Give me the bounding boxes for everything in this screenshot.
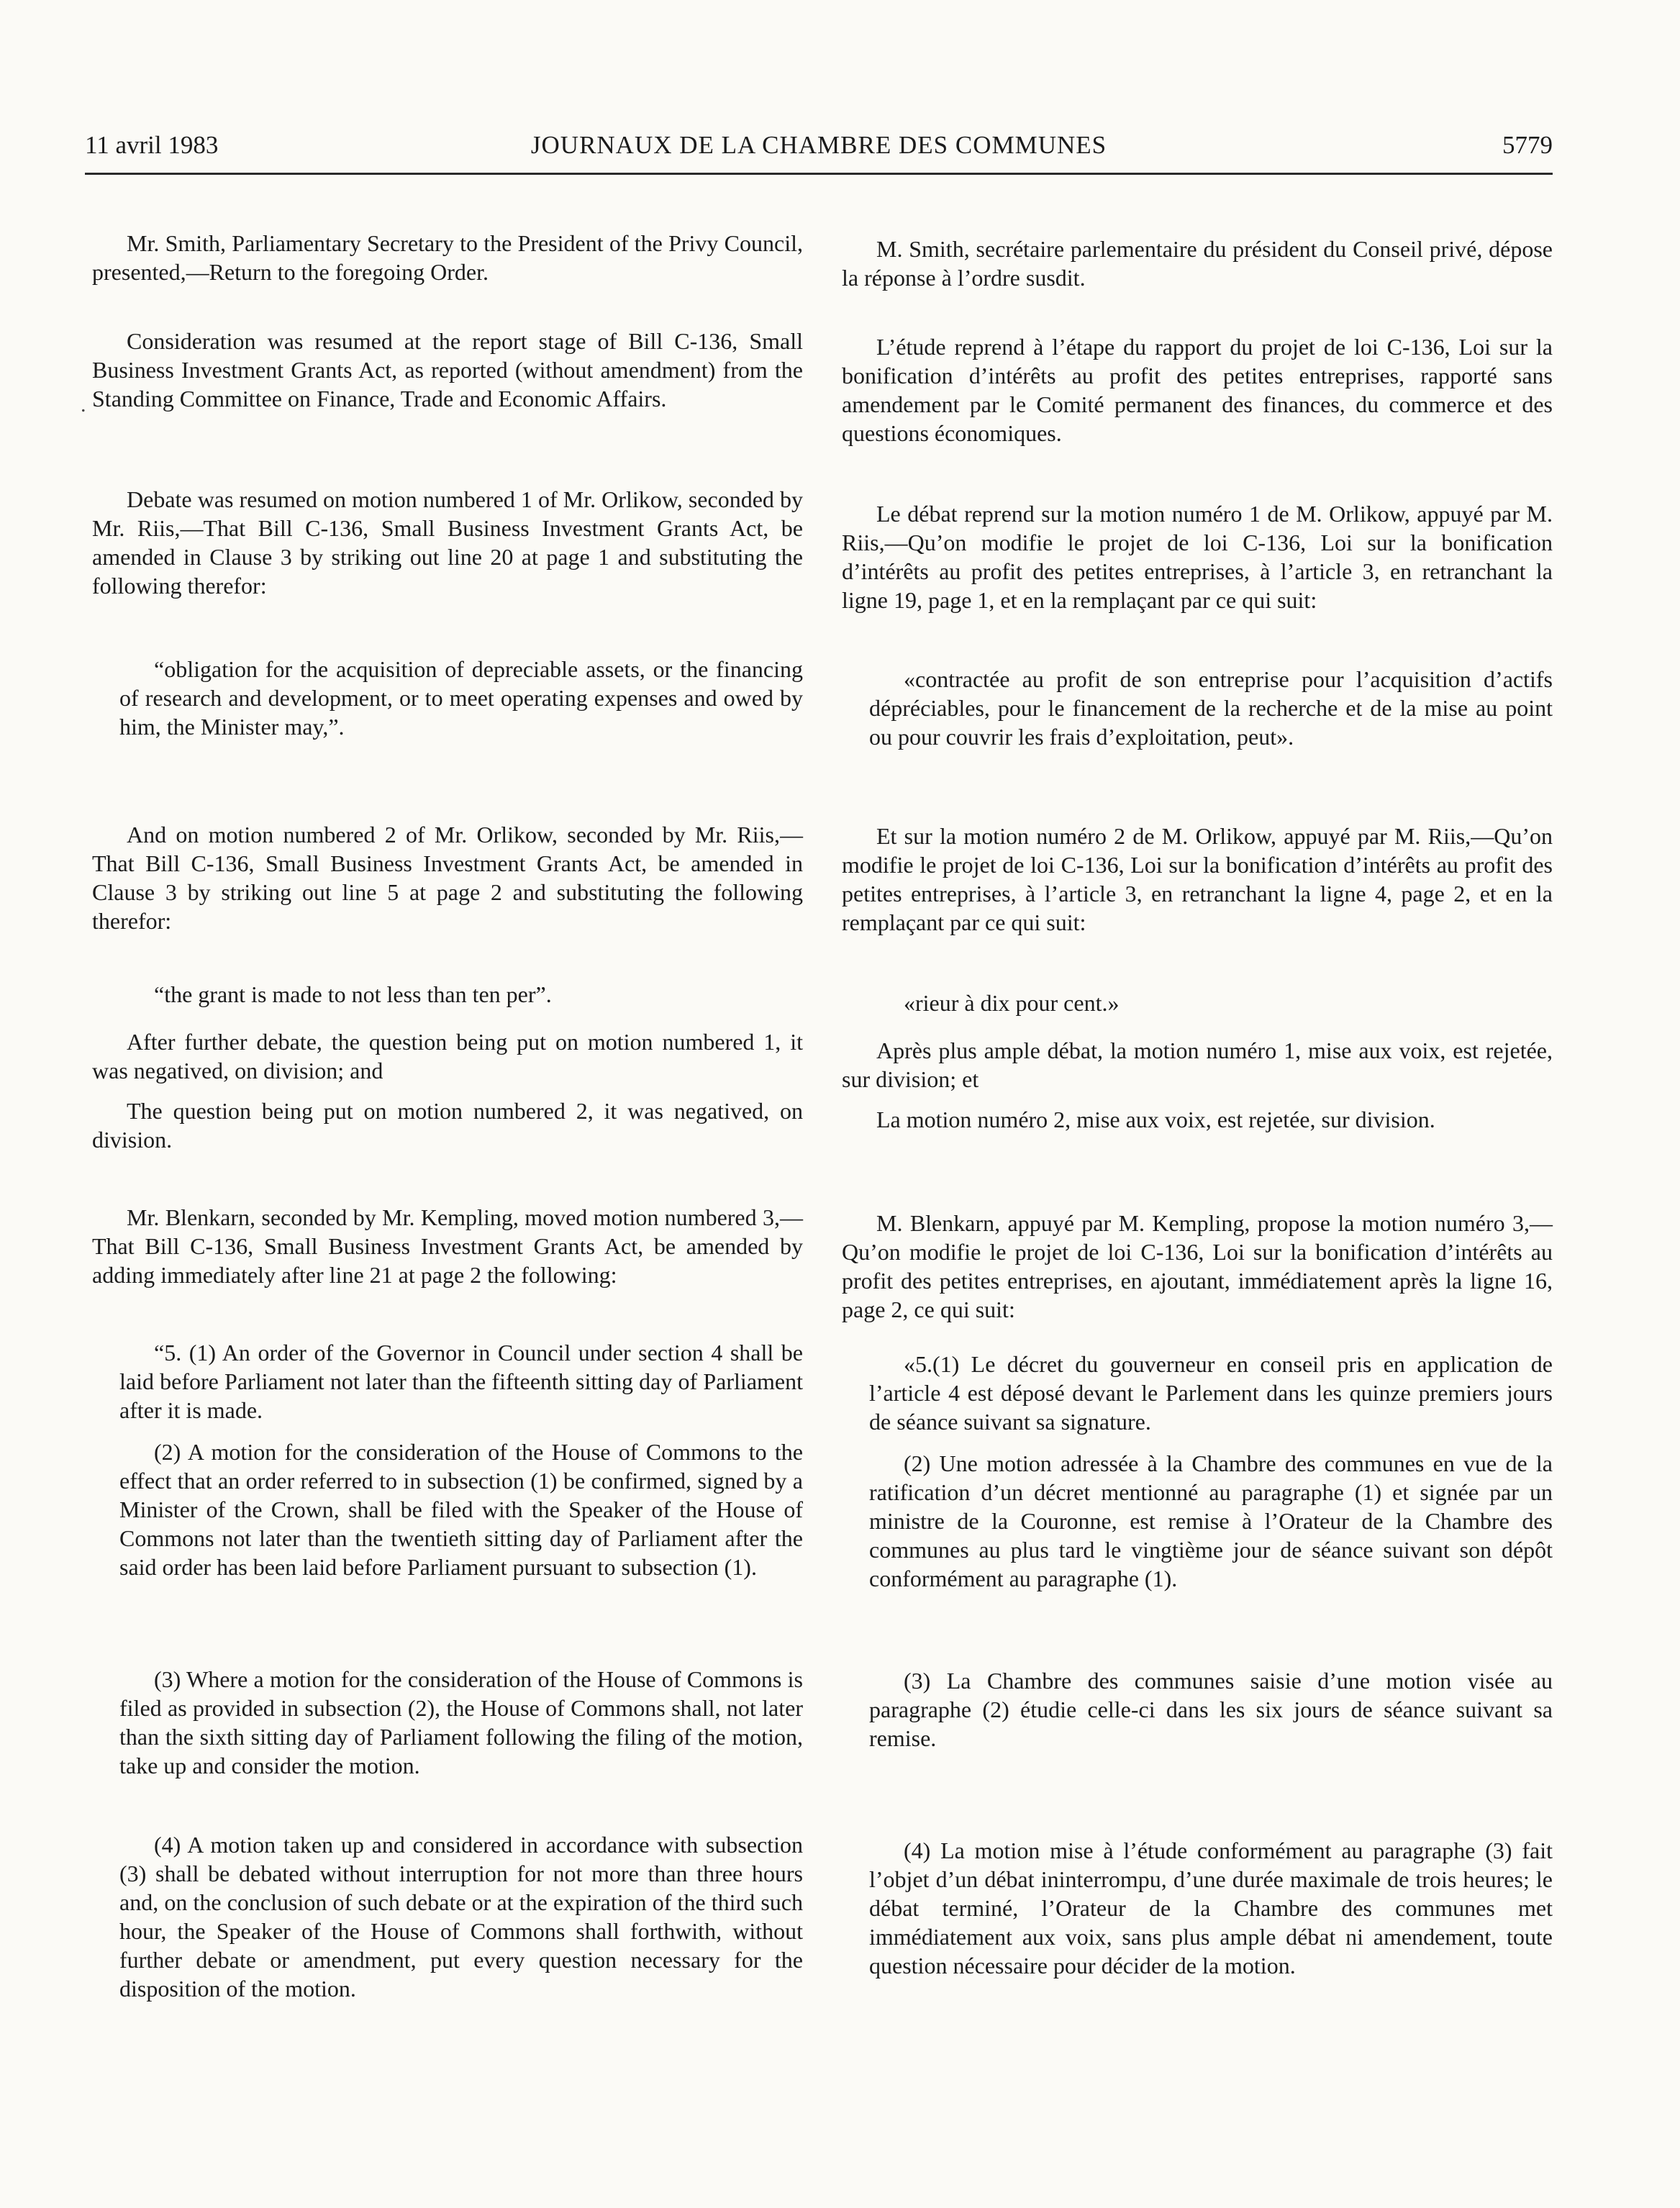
en-paragraph-motion-1: Debate was resumed on motion numbered 1 of Mr. Orlikow, seconded by Mr. Riis,—That Bill C-136, Small Business Investment Grants Act, be amended in Clause 3 by striking out line 20 at page 1 and substituting the following therefor:: [92, 486, 803, 599]
fr-quote-motion-1: «contractée au profit de son entreprise pour l’acquisition d’actifs dépréciables, pour le financement de la recherche et de la mise au point ou pour couvrir les frais d’exploitation, peut».: [869, 666, 1553, 750]
en-paragraph-return: Mr. Smith, Parliamentary Secretary to the President of the Privy Council, presented,—Return to the foregoing Order.: [92, 230, 803, 285]
fr-paragraph-motion-3: M. Blenkarn, appuyé par M. Kempling, propose la motion numéro 3,—Qu’on modifie le projet de loi C-136, Loi sur la bonification d’intérêts au profit des petites entreprises, en ajoutant, immédiatement après la ligne 16, page 2, ce qui suit:: [842, 1210, 1553, 1322]
fr-subsection-2: (2) Une motion adressée à la Chambre des communes en vue de la ratification d’un décret mentionné au paragraphe (1) et signée par un ministre de la Couronne, est remise à l’Orateur de la Chambre des communes au plus tard le vingtième jour de séance suivant son dépôt conformément au paragraphe (1).: [869, 1450, 1553, 1591]
fr-subsection-3: (3) La Chambre des communes saisie d’une motion visée au paragraphe (2) étudie celle-ci dans les six jours de séance suivant sa remise.: [869, 1668, 1553, 1751]
fr-paragraph-negatived-2: La motion numéro 2, mise aux voix, est rejetée, sur division.: [876, 1107, 1435, 1132]
header-date: 11 avril 1983: [85, 131, 219, 159]
fr-paragraph-motion-1: Le débat reprend sur la motion numéro 1 de M. Orlikow, appuyé par M. Riis,—Qu’on modifie le projet de loi C-136, Loi sur la bonification d’intérêts au profit des petites entreprises, à l’article 3, en retranchant la ligne 19, page 1, et en la remplaçant par ce qui suit:: [842, 501, 1553, 613]
header-title: JOURNAUX DE LA CHAMBRE DES COMMUNES: [530, 131, 1107, 159]
margin-mark: .: [81, 393, 86, 417]
en-subsection-1: “5. (1) An order of the Governor in Council under section 4 shall be laid before Parliament not later than the fifteenth sitting day of Parliament after it is made.: [119, 1340, 803, 1423]
page-number: 5779: [1502, 131, 1553, 159]
en-paragraph-motion-2: And on motion numbered 2 of Mr. Orlikow, seconded by Mr. Riis,—That Bill C-136, Small Business Investment Grants Act, be amended in Clause 3 by striking out line 5 at page 2 and substituting the following therefor:: [92, 822, 803, 934]
fr-subsection-4: (4) La motion mise à l’étude conformément au paragraphe (3) fait l’objet d’un débat ininterrompu, d’une durée maximale de trois heures; le débat terminé, l’Orateur de la Chambre des communes met immédiatement aux voix, sans plus ample débat ni amendement, toute question nécessaire pour décider de la motion.: [869, 1837, 1553, 1978]
en-subsection-3: (3) Where a motion for the consideration of the House of Commons is filed as provided in subsection (2), the House of Commons shall, not later than the sixth sitting day of Parliament following the filing of the motion, take up and consider the motion.: [119, 1666, 803, 1778]
fr-quote-motion-2: «rieur à dix pour cent.»: [904, 990, 1120, 1016]
en-paragraph-consideration: Consideration was resumed at the report stage of Bill C-136, Small Business Investment Grants Act, as reported (without amendment) from the Standing Committee on Finance, Trade and Economic Affairs.: [92, 328, 803, 412]
en-subsection-4: (4) A motion taken up and considered in accordance with subsection (3) shall be debated without interruption for not more than three hours and, on the conclusion of such debate or at the expiration of the third such hour, the Speaker of the House of Commons shall forthwith, without further debate or amendment, put every question necessary for the disposition of the motion.: [119, 1832, 803, 2002]
en-quote-motion-1: “obligation for the acquisition of depreciable assets, or the financing of research and development, or to meet operating expenses and owed by him, the Minister may,”.: [119, 656, 803, 740]
en-paragraph-motion-3: Mr. Blenkarn, seconded by Mr. Kempling, moved motion numbered 3,—That Bill C-136, Small Business Investment Grants Act, be amended by adding immediately after line 21 at page 2 the following:: [92, 1204, 803, 1288]
fr-paragraph-return: M. Smith, secrétaire parlementaire du président du Conseil privé, dépose la réponse à l’ordre susdit.: [842, 236, 1553, 291]
running-header: [85, 128, 1553, 175]
en-quote-motion-2: “the grant is made to not less than ten per”.: [154, 981, 552, 1007]
en-paragraph-negatived-2: The question being put on motion numbered 2, it was negatived, on division.: [92, 1098, 803, 1153]
fr-paragraph-negatived-1: Après plus ample débat, la motion numéro 1, mise aux voix, est rejetée, sur division; et: [842, 1037, 1553, 1092]
fr-paragraph-consideration: L’étude reprend à l’étape du rapport du projet de loi C-136, Loi sur la bonification d’intérêts au profit des petites entreprises, rapporté sans amendement par le Comité permanent des finances, du commerce et des questions économiques.: [842, 334, 1553, 446]
en-subsection-2: (2) A motion for the consideration of the House of Commons to the effect that an order referred to in subsection (1) be confirmed, signed by a Minister of the Crown, shall be filed with the Speaker of the House of Commons not later than the twentieth sitting day of Parliament after the said order has been laid before Parliament pursuant to subsection (1).: [119, 1439, 803, 1580]
fr-subsection-1: «5.(1) Le décret du gouverneur en conseil pris en application de l’article 4 est déposé devant le Parlement dans les quinze premiers jours de séance suivant sa signature.: [869, 1351, 1553, 1435]
fr-paragraph-motion-2: Et sur la motion numéro 2 de M. Orlikow, appuyé par M. Riis,—Qu’on modifie le projet de loi C-136, Loi sur la bonification d’intérêts au profit des petites entreprises, à l’article 3, en retranchant la ligne 4, page 2, et en la remplaçant par ce qui suit:: [842, 823, 1553, 935]
en-paragraph-negatived-1: After further debate, the question being put on motion numbered 1, it was negatived, on division; and: [92, 1029, 803, 1083]
